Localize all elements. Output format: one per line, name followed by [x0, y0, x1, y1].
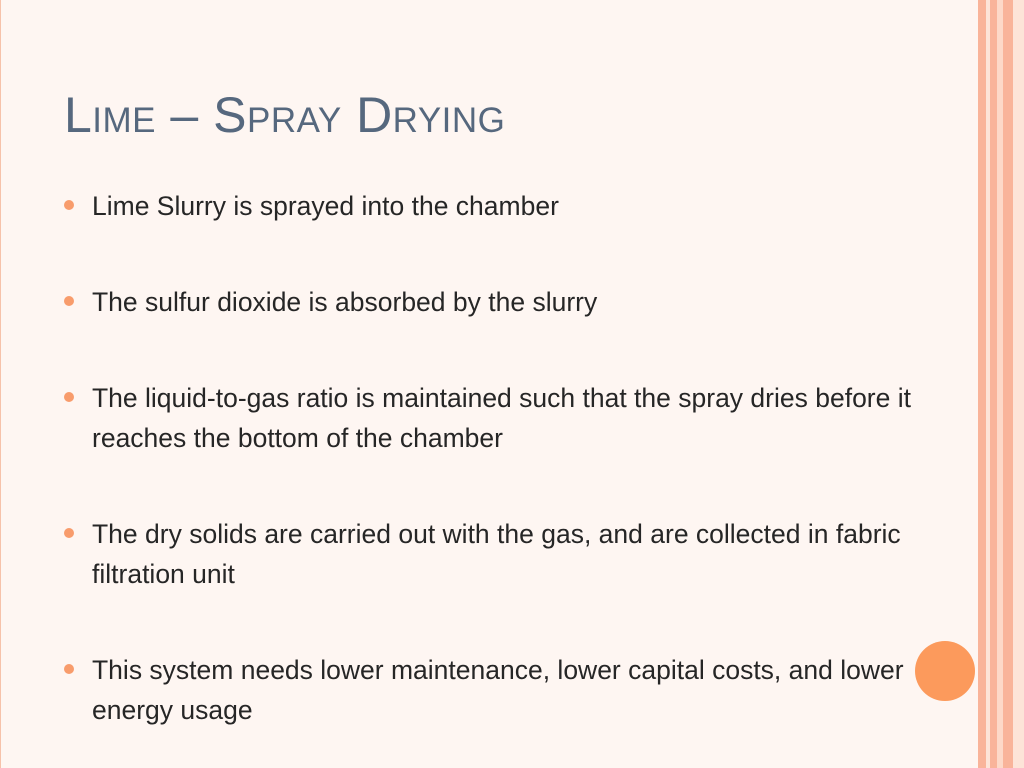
bullet-item [62, 514, 942, 594]
bullet-dot-icon [64, 392, 74, 402]
slide-title: Lime – Spray Drying [64, 87, 506, 143]
bullet-item [62, 282, 942, 322]
decorative-circle-icon [915, 641, 975, 701]
bullet-item [62, 186, 942, 226]
decorative-stripe [990, 0, 997, 768]
bullet-text: The sulfur dioxide is absorbed by the slurry [92, 287, 598, 317]
bullet-dot-icon [64, 664, 74, 674]
bullet-text: This system needs lower maintenance, lower capital costs, and lower energy usage [92, 655, 904, 725]
bullet-item [62, 650, 942, 730]
bullet-dot-icon [64, 200, 74, 210]
bullet-text: The liquid-to-gas ratio is maintained such that the spray dries before it reaches the bottom of the chamber [92, 383, 911, 453]
decorative-stripe [1003, 0, 1013, 768]
decorative-stripe [978, 0, 986, 768]
bullet-item [62, 378, 942, 458]
bullet-dot-icon [64, 296, 74, 306]
decorative-stripe [1013, 0, 1024, 768]
bullet-list [62, 186, 942, 730]
bullet-text: The dry solids are carried out with the gas, and are collected in fabric filtration unit [92, 519, 901, 589]
bullet-text: Lime Slurry is sprayed into the chamber [92, 191, 559, 221]
bullet-dot-icon [64, 528, 74, 538]
